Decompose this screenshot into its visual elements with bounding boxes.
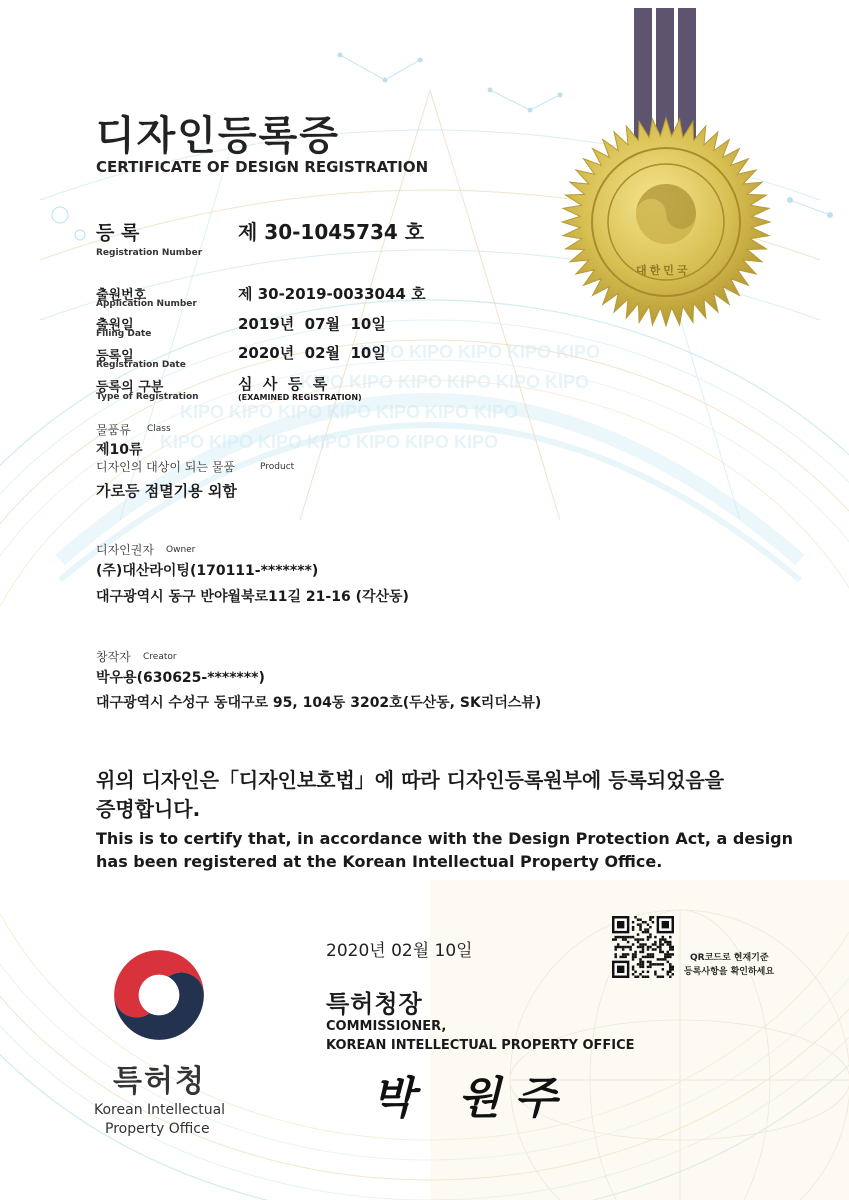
certification-en-line2: has been registered at the Korean Intellectual Property Office.: [96, 852, 663, 871]
qr-note-line1: QR코드로 현재기준: [690, 953, 769, 963]
application-label-en: Application Number: [96, 299, 197, 309]
gold-seal: [562, 118, 770, 326]
product-value: 가로등 점멸기용 외함: [96, 482, 237, 500]
certificate-title: 디자인등록증: [96, 113, 340, 159]
commissioner-title-en2: KOREAN INTELLECTUAL PROPERTY OFFICE: [326, 1038, 635, 1053]
qr-code[interactable]: [612, 916, 674, 978]
registration-type-label: 등록의 구분: [96, 380, 164, 395]
creator-name: 박우용(630625-*******): [96, 670, 265, 686]
product-label: 디자인의 대상이 되는 물품: [96, 460, 235, 474]
certificate-title-en: CERTIFICATE OF DESIGN REGISTRATION: [96, 158, 429, 176]
class-label: 물품류: [96, 423, 131, 437]
watermark-row-3: KIPO KIPO KIPO KIPO KIPO KIPO KIPO: [180, 402, 519, 422]
creator-label-en: Creator: [143, 652, 177, 662]
product-label-en: Product: [260, 462, 295, 472]
commissioner-signature: 박 원주: [372, 1073, 571, 1124]
kipo-name-en2: Property Office: [105, 1121, 210, 1137]
watermark-row-2: KIPO KIPO KIPO KIPO KIPO KIPO: [300, 372, 590, 392]
filing-date-label: 출원일: [96, 318, 134, 333]
watermark-row-1: KIPO KIPO KIPO KIPO KIPO: [360, 342, 601, 362]
commissioner-title-ko: 특허청장: [326, 990, 423, 1018]
application-label: 출원번호: [96, 288, 147, 303]
certification-ko-line1: 위의 디자인은「디자인보호법」에 따라 디자인등록원부에 등록되었음을: [96, 768, 725, 792]
watermark-row-4: KIPO KIPO KIPO KIPO KIPO KIPO KIPO: [160, 432, 499, 452]
kipo-name-en1: Korean Intellectual: [94, 1102, 226, 1118]
kipo-logo-icon: [108, 944, 210, 1046]
registration-date: 2020년 02월 10일: [238, 344, 386, 362]
owner-address: 대구광역시 동구 반야월북로11길 21-16 (각산동): [96, 589, 409, 605]
creator-label: 창작자: [96, 650, 131, 664]
application-number: 제 30-2019-0033044 호: [238, 285, 426, 303]
owner-label-en: Owner: [166, 545, 196, 555]
kipo-name-ko: 특허청: [113, 1064, 206, 1099]
registration-label: 등 록: [96, 222, 140, 244]
registration-label-en: Registration Number: [96, 248, 203, 258]
owner-name: (주)대산라이팅(170111-*******): [96, 563, 319, 579]
class-value: 제10류: [96, 442, 143, 458]
seal-text: 대한민국: [636, 264, 691, 277]
registration-type: 심 사 등 록: [238, 375, 328, 393]
class-label-en: Class: [147, 424, 171, 434]
commissioner-title-en1: COMMISSIONER,: [326, 1019, 447, 1034]
owner-label: 디자인권자: [96, 543, 154, 557]
registration-date-label-en: Registration Date: [96, 360, 186, 370]
registration-type-label-en: Type of Registration: [96, 392, 199, 402]
qr-note-line2: 등록사항을 확인하세요: [684, 967, 775, 977]
registration-number: 제 30-1045734 호: [238, 220, 425, 244]
certification-ko-line2: 증명합니다.: [96, 797, 201, 821]
issue-date: 2020년 02월 10일: [326, 941, 473, 961]
registration-type-en: (EXAMINED REGISTRATION): [238, 393, 362, 402]
filing-date-label-en: Filing Date: [96, 329, 152, 339]
creator-address: 대구광역시 수성구 동대구로 95, 104동 3202호(두산동, SK리더스뷰): [96, 695, 542, 711]
filing-date: 2019년 07월 10일: [238, 315, 386, 333]
certification-en-line1: This is to certify that, in accordance with the Design Protection Act, a design: [96, 829, 794, 848]
registration-date-label: 등록일: [96, 349, 134, 364]
